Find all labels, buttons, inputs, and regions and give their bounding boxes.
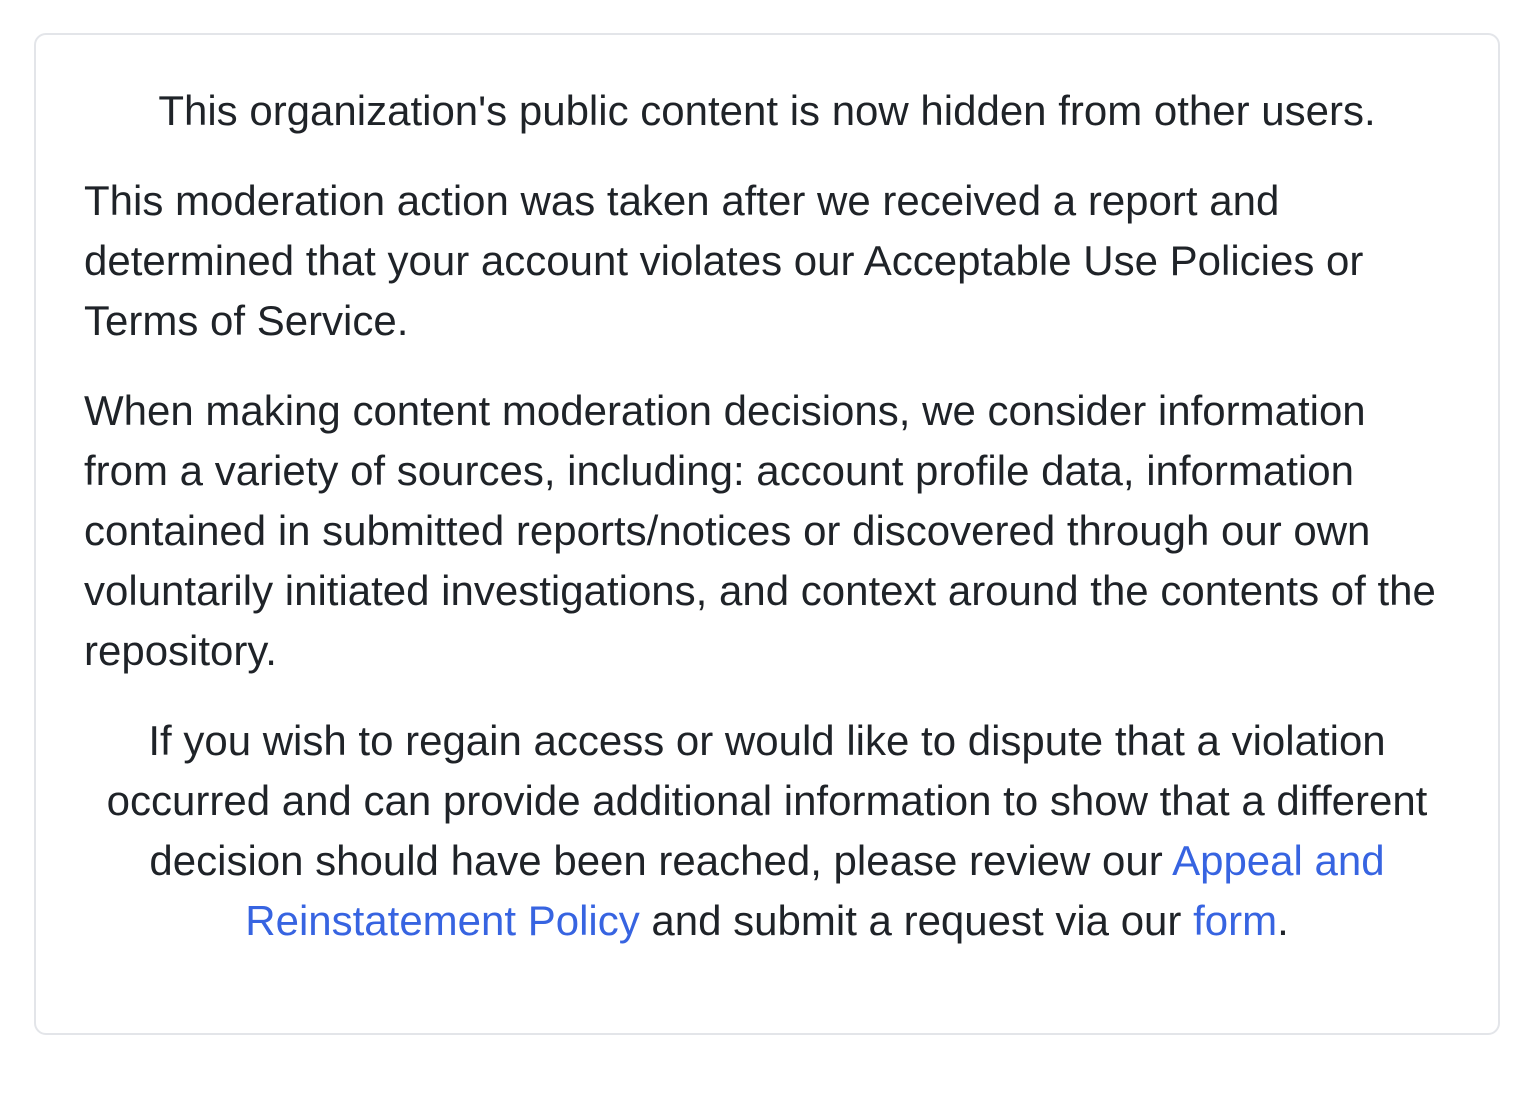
moderation-notice-card — [34, 33, 1500, 1035]
moderation-decisions-paragraph: When making content moderation decisions, we consider information from a variety of sources, including: account profile data, information contained in submitted reports/notices or discovered through our own voluntarily initiated investigations, and context around the contents of the repository. — [84, 387, 1436, 674]
appeal-text-before-policy-link: If you wish to regain access or would like to dispute that a violation occurred and can provide additional information to show that a different decision should have been reached, please review our — [106, 717, 1428, 884]
appeal-text-after-form-link: . — [1277, 897, 1289, 944]
moderation-action-paragraph: This moderation action was taken after we received a report and determined that your account violates our Acceptable Use Policies or Terms of Service. — [84, 177, 1364, 344]
hidden-content-headline: This organization's public content is now hidden from other users. — [158, 87, 1376, 134]
appeal-text-between-links: and submit a request via our — [639, 897, 1194, 944]
appeal-paragraph — [84, 711, 1450, 951]
appeal-form-link[interactable]: form — [1193, 897, 1278, 944]
page — [0, 33, 1534, 1035]
appeal-policy-link[interactable]: Appeal and Reinstatement Policy — [245, 837, 1385, 944]
